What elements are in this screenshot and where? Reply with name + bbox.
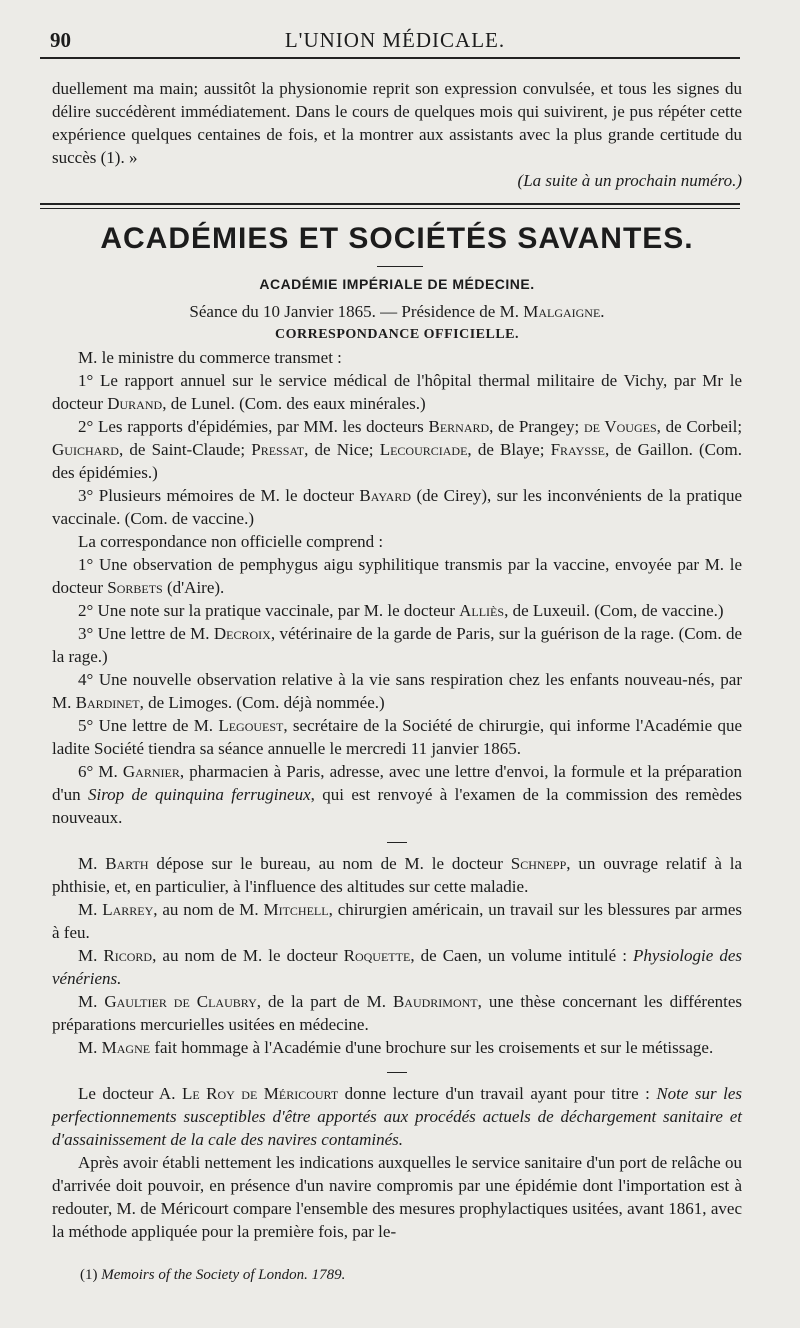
deposit-5: M. Magne fait hommage à l'Académie d'une brochure sur les croisements et sur le métissage. bbox=[78, 1038, 714, 1057]
page-number: 90 bbox=[50, 28, 71, 52]
section-rule-bottom bbox=[40, 208, 740, 209]
running-head bbox=[50, 24, 740, 54]
deposit-4: M. Gaultier de Claubry, de la part de M. Baudrimont, une thèse concernant les différentes préparations mercurielles usitées en médecine. bbox=[52, 992, 743, 1034]
section-rule-top bbox=[40, 203, 740, 205]
unofficial-item-1: 1° Une observation de pemphygus aigu syphilitique transmis par la vaccine, envoyée par M. le docteur Sorbets (d'Aire). bbox=[52, 555, 742, 597]
continued-note: (La suite à un prochain numéro.) bbox=[517, 171, 742, 190]
minister-line: M. le ministre du commerce transmet : bbox=[78, 348, 342, 367]
unofficial-intro: La correspondance non officielle comprend : bbox=[78, 532, 384, 551]
official-item-2: 2° Les rapports d'épidémies, par MM. les docteurs Bernard, de Prangey; de Vouges, de Corbeil; Guichard, de Saint-Claude; Pressat, de Nice; Lecourciade, de Blaye; Fraysse, de Gaillon. (Com. des épidémies.) bbox=[52, 417, 743, 482]
deposit-1: M. Barth dépose sur le bureau, au nom de M. le docteur Schnepp, un ouvrage relatif à la phthisie, et, en particulier, à l'influence des altitudes sur cette maladie. bbox=[52, 854, 743, 896]
reading-summary: Après avoir établi nettement les indications auxquelles le service sanitaire d'un port de relâche ou d'arrivée doit pouvoir, en présence d'un navire compromis par une épidémie dont l'importation est à redouter, M. de Méricourt compare l'ensemble des mesures prophylactiques usitées, avant 1861, avec la méthode appliquée pour la première fois, par le- bbox=[52, 1153, 742, 1241]
separator-dash-2 bbox=[52, 1059, 742, 1082]
section-title: ACADÉMIES ET SOCIÉTÉS SAVANTES. bbox=[100, 222, 694, 255]
official-heading: CORRESPONDANCE OFFICIELLE. bbox=[274, 327, 520, 342]
deposit-2: M. Larrey, au nom de M. Mitchell, chirurgien américain, un travail sur les blessures par armes à feu. bbox=[52, 900, 743, 942]
session-body bbox=[52, 300, 742, 1243]
session-line: Séance du 10 Janvier 1865. — Présidence de M. Malgaigne. bbox=[189, 302, 605, 321]
unofficial-item-3: 3° Une lettre de M. Decroix, vétérinaire de la garde de Paris, sur la guérison de la rage. (Com. de la rage.) bbox=[52, 624, 743, 666]
official-item-3: 3° Plusieurs mémoires de M. le docteur Bayard (de Cirey), sur les inconvénients de la pratique vaccinale. (Com. de vaccine.) bbox=[52, 486, 743, 528]
official-item-1: 1° Le rapport annuel sur le service médical de l'hôpital thermal militaire de Vichy, par Mr le docteur Durand, de Lunel. (Com. des eaux minérales.) bbox=[52, 371, 742, 413]
unofficial-item-4: 4° Une nouvelle observation relative à la vie sans respiration chez les enfants nouveau-nés, par M. Bardinet, de Limoges. (Com. déjà nommée.) bbox=[52, 670, 742, 712]
unofficial-item-2: 2° Une note sur la pratique vaccinale, par M. le docteur Alliès, de Luxeuil. (Com, de vaccine.) bbox=[78, 601, 724, 620]
journal-title: L'UNION MÉDICALE. bbox=[284, 28, 506, 52]
title-rule bbox=[377, 266, 423, 267]
separator-dash bbox=[52, 829, 742, 852]
header-rule bbox=[40, 57, 740, 59]
reading-title: Le docteur A. Le Roy de Méricourt donne lecture d'un travail ayant pour titre : Note sur les perfectionnements susceptibles d'être apportés aux procédés actuels de déchargement sanitaire et d'assainissement de la cale des navires contaminés. bbox=[52, 1084, 743, 1149]
footnote: (1) Memoirs of the Society of London. 1789. bbox=[80, 1267, 346, 1283]
closing-paragraph: duellement ma main; aussitôt la physionomie reprit son expression convulsée, et tous les signes du délire succédèrent immédiatement. Dans le cours de quelques mois qui suivirent, je pus répéter cette expérience quelques centaines de fois, et la montrer aux assistants avec la plus grande certitude du succès (1). » bbox=[52, 79, 742, 167]
academy-subtitle: ACADÉMIE IMPÉRIALE DE MÉDECINE. bbox=[259, 276, 535, 292]
article-continuation bbox=[52, 77, 742, 192]
deposit-3: M. Ricord, au nom de M. le docteur Roquette, de Caen, un volume intitulé : Physiologie des vénériens. bbox=[52, 946, 743, 988]
unofficial-item-6: 6° M. Garnier, pharmacien à Paris, adresse, avec une lettre d'envoi, la formule et la préparation d'un Sirop de quinquina ferrugineux, qui est renvoyé à l'examen de la commission des remèdes nouveaux. bbox=[52, 762, 743, 827]
unofficial-item-5: 5° Une lettre de M. Legouest, secrétaire de la Société de chirurgie, qui informe l'Académie que ladite Société tiendra sa séance annuelle le mercredi 11 janvier 1865. bbox=[52, 716, 742, 758]
